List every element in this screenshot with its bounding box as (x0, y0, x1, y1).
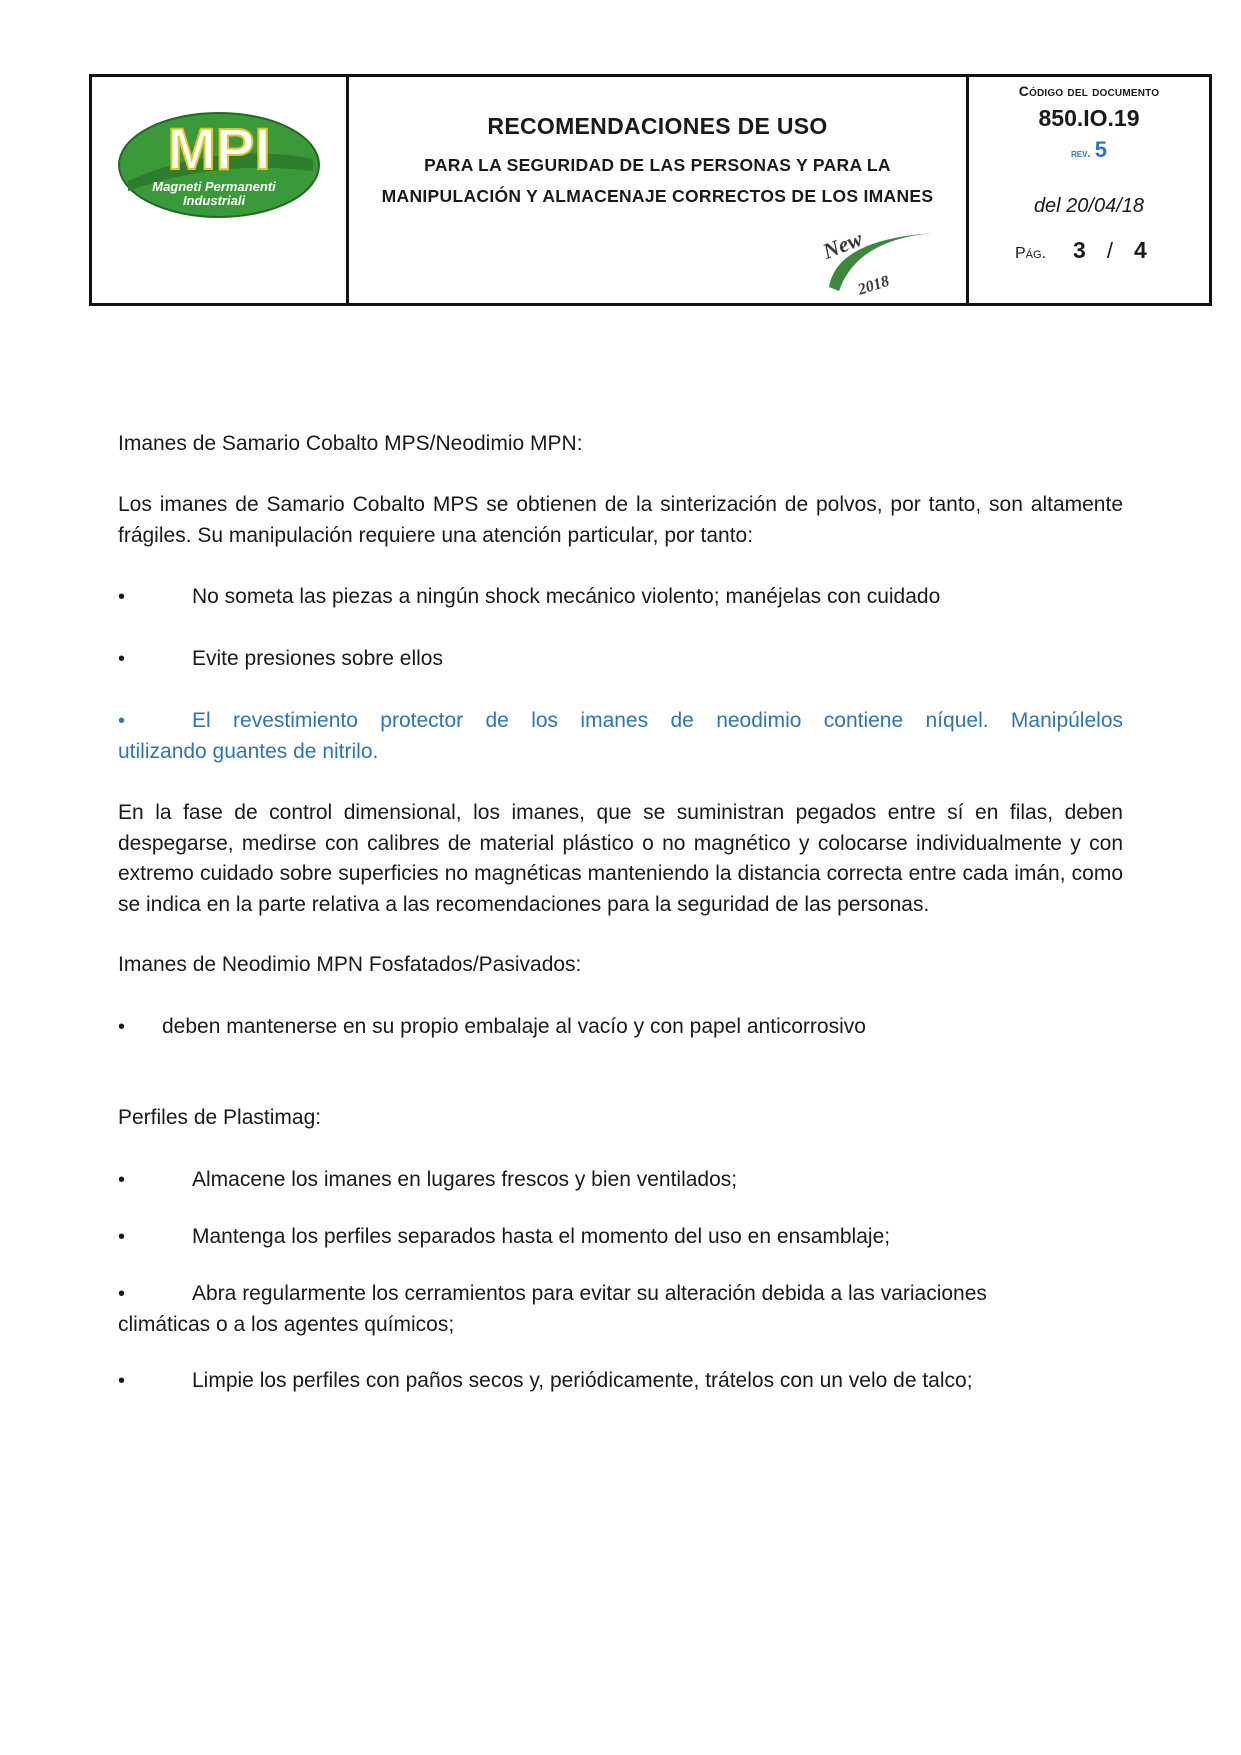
title-cell (349, 77, 969, 303)
page-label: Pág. (1015, 245, 1047, 262)
bullet-icon: • (118, 586, 126, 608)
logo-line2: Industriali (182, 193, 246, 208)
new-2018-badge (817, 221, 945, 301)
bullet-icon: • (118, 648, 126, 670)
list-item-text: Mantenga los perfiles separados hasta el momento del uso en ensamblaje; (192, 1225, 891, 1248)
heading-neodimio-fosfatados: Imanes de Neodimio MPN Fosfatados/Pasivados: (118, 953, 582, 976)
bullet-icon: • (118, 710, 126, 732)
bullet-icon: • (118, 1169, 126, 1191)
nickel-warning-line-1: El revestimiento protector de los imanes de neodimio contiene níquel. Manipúlelos (192, 709, 1123, 732)
list-item-text: Limpie los perfiles con paños secos y, periódicamente, trátelos con un velo de talco; (192, 1369, 973, 1392)
list-item-text-line-1: Abra regularmente los cerramientos para evitar su alteración debida a las variaciones (192, 1282, 987, 1305)
list-item (118, 582, 1123, 613)
logo-letters: MPI (167, 117, 271, 182)
document-subtitle (349, 150, 966, 212)
badge-year: 2018 (855, 272, 892, 299)
document-title: RECOMENDACIONES DE USO (487, 113, 828, 139)
list-item (118, 1366, 1123, 1397)
heading-plastimag: Perfiles de Plastimag: (118, 1106, 322, 1129)
list-item (118, 644, 1123, 675)
badge-word: New (819, 225, 866, 264)
list-item-text: Almacene los imanes en lugares frescos y bien ventilados; (192, 1168, 738, 1191)
list-item-text-line-2: climáticas o a los agentes químicos; (118, 1312, 455, 1336)
bullet-icon: • (118, 1370, 126, 1392)
list-item-nickel-warning (118, 706, 1123, 767)
document-header (89, 74, 1212, 306)
code-label: Código del documento (1018, 83, 1160, 99)
bullet-icon: • (118, 1016, 126, 1038)
logo-line1: Magneti Permanenti (152, 179, 276, 194)
nickel-warning-line-2: utilizando guantes de nitrilo. (118, 739, 379, 763)
subtitle-line-2: MANIPULACIÓN Y ALMACENAJE CORRECTOS DE LOS IMANES (381, 186, 934, 206)
list-item (118, 1165, 1123, 1196)
revision-label: rev. (1070, 146, 1091, 160)
revision (969, 137, 1209, 163)
document-code-cell (969, 77, 1209, 303)
list-item-text: deben mantenerse en su propio embalaje al vacío y con papel anticorrosivo (162, 1015, 866, 1038)
list-item-text: No someta las piezas a ningún shock mecánico violento; manéjelas con cuidado (192, 585, 941, 608)
page-indicator (1015, 237, 1147, 264)
bullet-icon: • (118, 1283, 126, 1305)
document-date: del 20/04/18 (1033, 195, 1145, 217)
code-value: 850.IO.19 (1038, 105, 1140, 131)
paragraph-samario: Los imanes de Samario Cobalto MPS se obtienen de la sinterización de polvos, por tanto, son altamente frágiles. Su manipulación requiere una atención particular, por tanto: (118, 493, 1123, 547)
page-total: 4 (1133, 237, 1147, 263)
subtitle-line-1: PARA LA SEGURIDAD DE LAS PERSONAS Y PARA LA (424, 155, 891, 175)
list-item-text: Evite presiones sobre ellos (192, 647, 443, 670)
paragraph-control-dimensional: En la fase de control dimensional, los imanes, que se suministran pegados entre sí en filas, deben despegarse, medirse con calibres de material plástico o no magnético y colocarse individualmente y con extremo cuidado sobre superficies no magnéticas manteniendo la distancia correcta entre cada imán, como se indica en la parte relativa a las recomendaciones para la seguridad de las personas. (118, 801, 1123, 916)
page-current: 3 (1073, 237, 1086, 263)
mpi-logo (118, 111, 320, 219)
list-item (118, 1279, 1123, 1340)
bullet-icon: • (118, 1226, 126, 1248)
list-item (118, 1222, 1123, 1253)
page-separator: / (1106, 238, 1113, 263)
list-item (118, 1012, 1123, 1043)
revision-number: 5 (1094, 137, 1108, 162)
heading-samario-neodimio: Imanes de Samario Cobalto MPS/Neodimio MPN: (118, 432, 583, 455)
logo-cell (92, 77, 349, 303)
